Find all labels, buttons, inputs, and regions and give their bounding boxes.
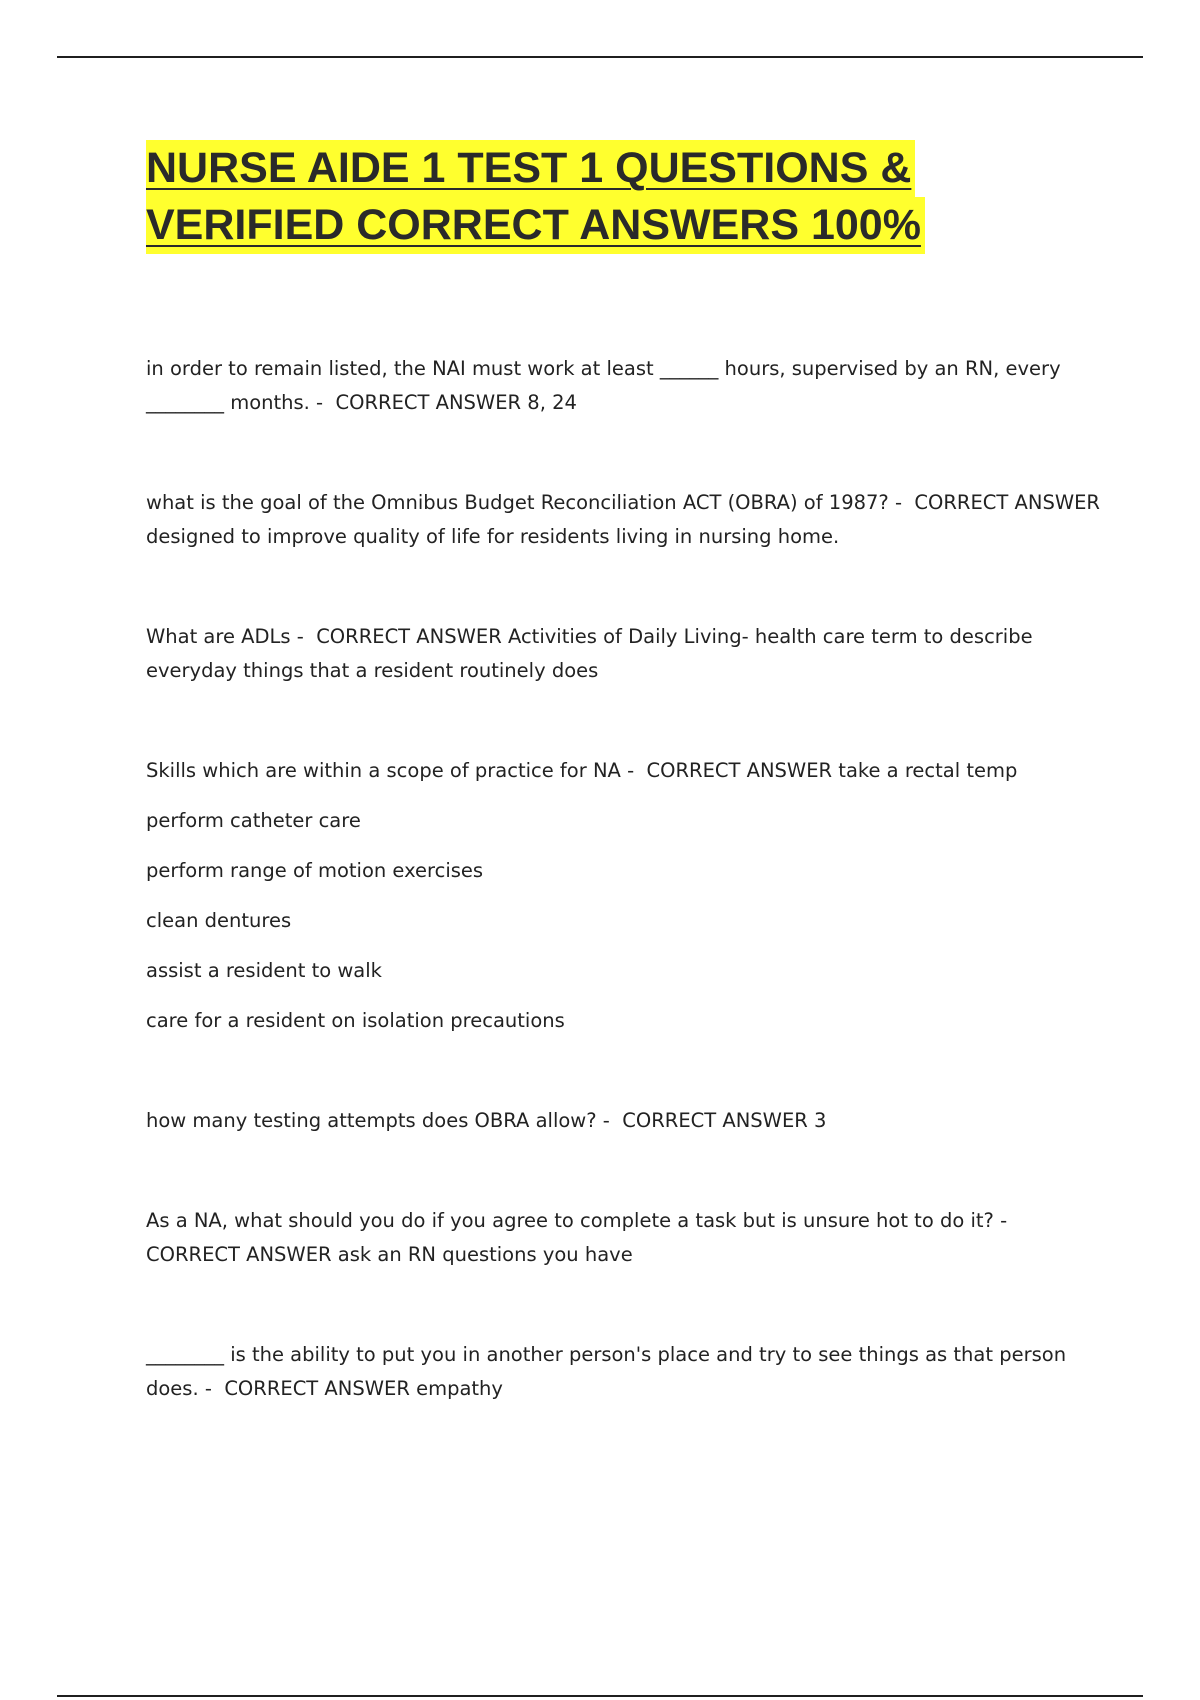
question-text: how many testing attempts does OBRA allow? [146, 1109, 597, 1132]
qa-item: what is the goal of the Omnibus Budget Reconciliation ACT (OBRA) of 1987? - CORRECT ANSWER designed to improve quality of life for residents living in nursing home. [146, 491, 1100, 548]
qa-item: What are ADLs - CORRECT ANSWER Activities of Daily Living- health care term to describe everyday things that a resident routinely does [146, 625, 1033, 682]
title-line-1: NURSE AIDE 1 TEST 1 QUESTIONS & [146, 140, 915, 197]
skill-item: assist a resident to walk [146, 959, 382, 982]
top-rule [57, 56, 1143, 58]
answer-text: 8, 24 [527, 391, 577, 414]
qa-item: As a NA, what should you do if you agree to complete a task but is unsure hot to do it? - CORRECT ANSWER ask an RN questions you have [146, 1209, 1014, 1266]
answer-label: CORRECT ANSWER [622, 1109, 808, 1132]
answer-text: ask an RN questions you have [337, 1243, 633, 1266]
question-text: As a NA, what should you do if you agree to complete a task but is unsure hot to do it? [146, 1209, 994, 1232]
answer-label: CORRECT ANSWER [335, 391, 522, 414]
answer-label: CORRECT ANSWER [316, 625, 502, 648]
qa-item: Skills which are within a scope of practice for NA - CORRECT ANSWER take a rectal temp [146, 759, 1018, 782]
question-text: What are ADLs [146, 625, 291, 648]
qa-item: ________ is the ability to put you in another person's place and try to see things as that person does. - CORRECT ANSWER empathy [146, 1343, 1067, 1400]
qa-item: how many testing attempts does OBRA allow? - CORRECT ANSWER 3 [146, 1109, 827, 1132]
document-title [146, 140, 1106, 254]
question-text: what is the goal of the Omnibus Budget Reconciliation ACT (OBRA) of 1987? [146, 491, 889, 514]
title-line-2: VERIFIED CORRECT ANSWERS 100% [146, 197, 925, 254]
answer-label: CORRECT ANSWER [646, 759, 833, 782]
answer-text: take a rectal temp [838, 759, 1018, 782]
answer-label: CORRECT ANSWER [146, 1243, 332, 1266]
question-text: in order to remain listed, the NAI must work at least ______ hours, supervised by an RN, every ________ months. [146, 357, 1061, 414]
qa-item: in order to remain listed, the NAI must work at least ______ hours, supervised by an RN, every ________ months. - CORRECT ANSWER 8, 24 [146, 357, 1061, 414]
question-text: ________ is the ability to put you in another person's place and try to see things as that person does. [146, 1343, 1067, 1400]
answer-text: designed to improve quality of life for residents living in nursing home. [146, 525, 840, 548]
answer-text: empathy [416, 1377, 503, 1400]
skill-item: care for a resident on isolation precautions [146, 1009, 565, 1032]
answer-label: CORRECT ANSWER [914, 491, 1100, 514]
skills-list [146, 804, 1106, 1038]
document-body [146, 140, 1106, 1472]
answer-label: CORRECT ANSWER [224, 1377, 410, 1400]
bottom-rule [57, 1695, 1143, 1697]
answer-text: Activities of Daily Living- health care term to describe everyday things that a resident routinely does [146, 625, 1033, 682]
qa-list [146, 352, 1106, 1406]
skill-item: clean dentures [146, 909, 292, 932]
skill-item: perform catheter care [146, 809, 361, 832]
question-text: Skills which are within a scope of practice for NA [146, 759, 621, 782]
answer-text: 3 [814, 1109, 827, 1132]
skill-item: perform range of motion exercises [146, 859, 484, 882]
